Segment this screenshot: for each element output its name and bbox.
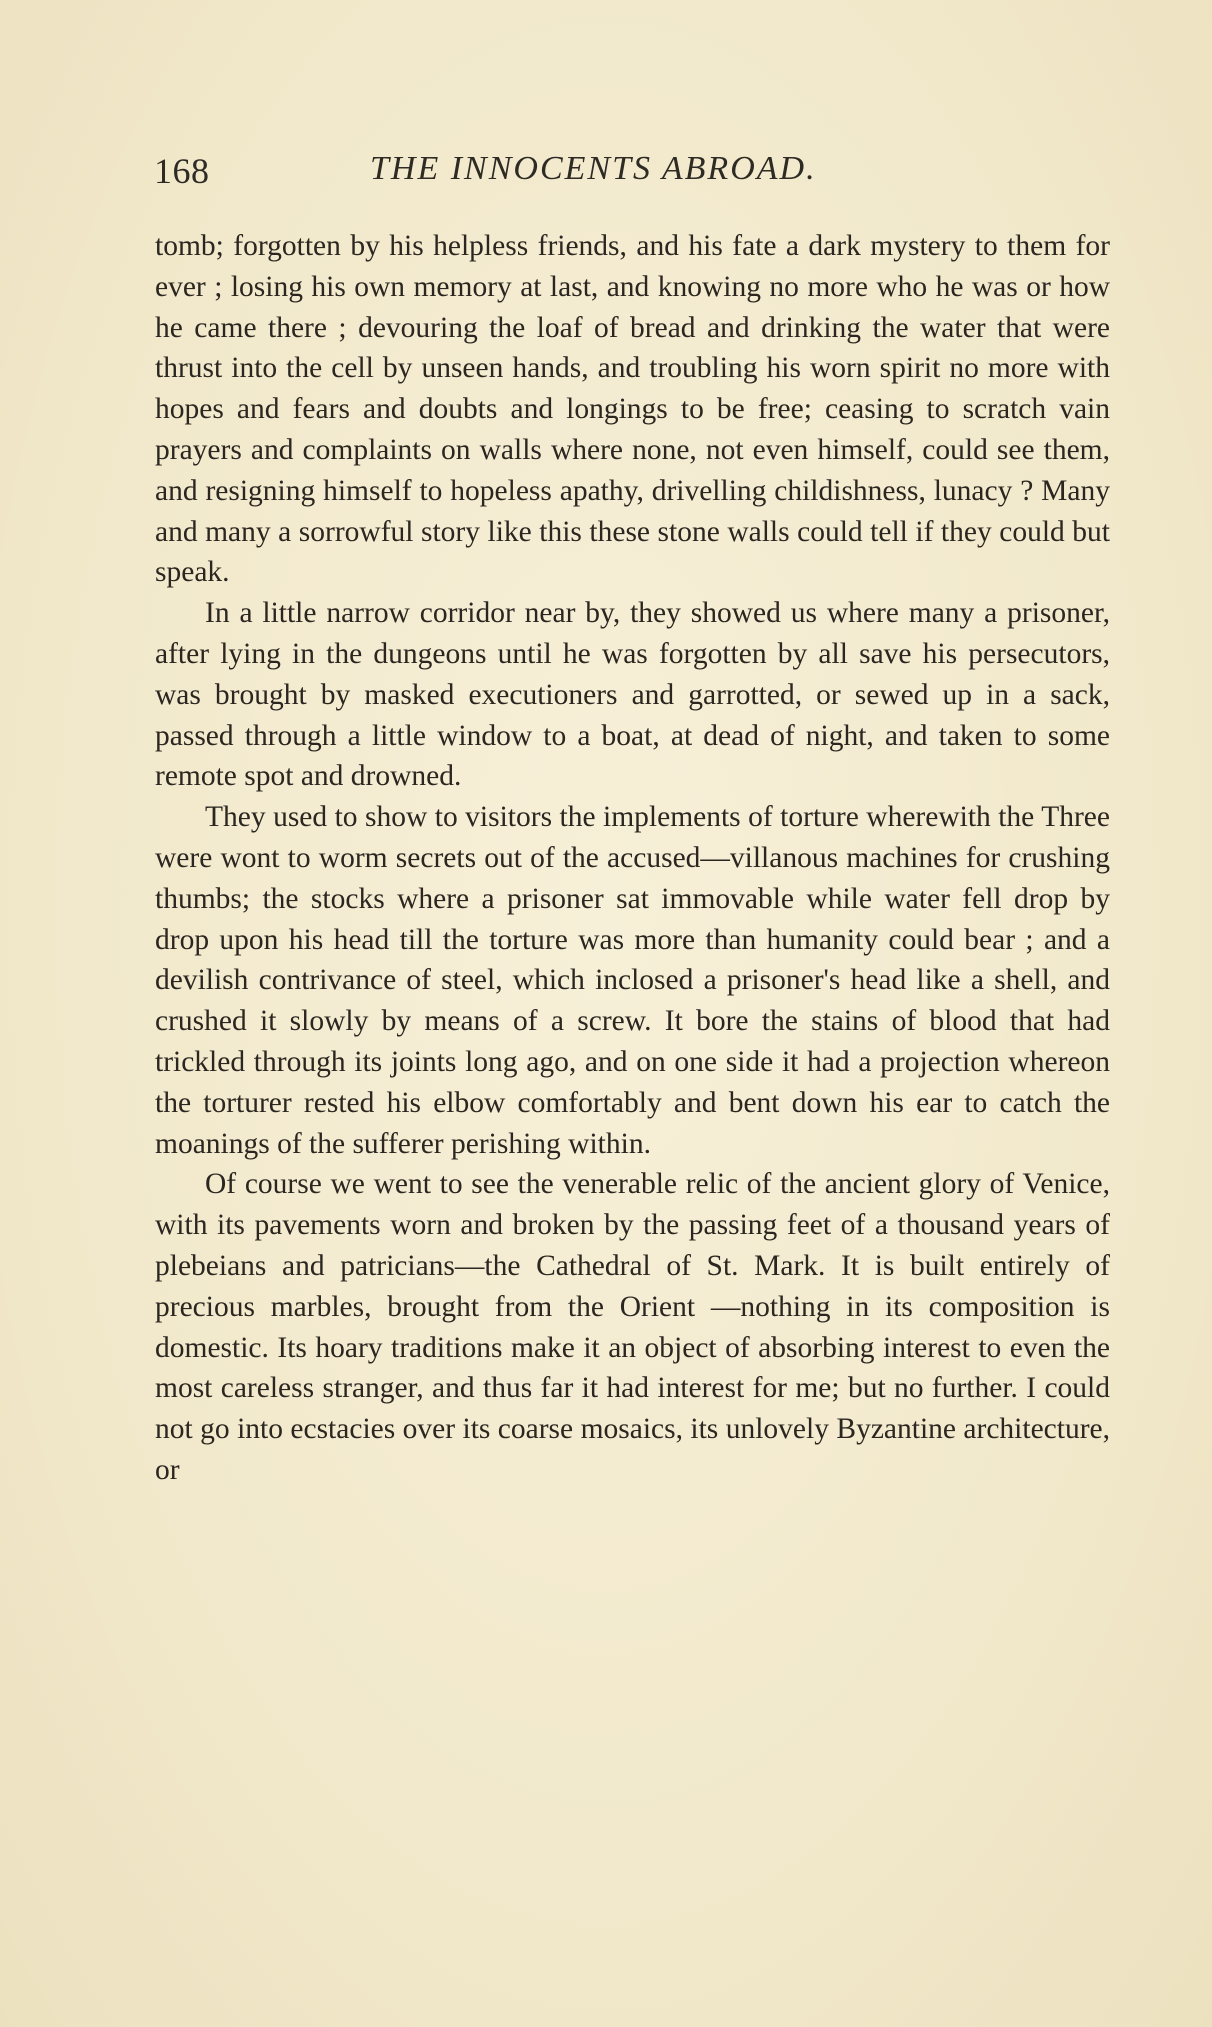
paragraph-continuation: tomb; forgotten by his helpless friends, and his fate a dark mystery to them for ever ; losing his own memory at last, and knowing no more who he was or how he came there ; devouring the loaf of bread and drinking the water that were thrust into the cell by unseen hands, and troubling his worn spirit no more with hopes and fears and doubts and longings to be free; ceasing to scratch vain prayers and complaints on walls where none, not even himself, could see them, and resigning himself to hopeless apathy, drivelling childishness, lunacy ? Many and many a sorrowful story like this these stone walls could tell if they could but speak. xyxy=(155,230,1110,589)
paragraph-cathedral: Of course we went to see the venerable relic of the ancient glory of Venice, with its pavements worn and broken by the passing feet of a thousand years of plebeians and patricians—the Cathedral of St. Mark. It is built entirely of precious marbles, brought from the Orient —nothing in its composition is domestic. Its hoary traditions make it an object of absorbing interest to even the most careless stranger, and thus far it had interest for me; but no further. I could not go into ecstacies over its coarse mosaics, its unlovely Byzantine architecture, or xyxy=(155,1168,1110,1486)
page-header xyxy=(150,150,1050,200)
running-title: THE INNOCENTS ABROAD. xyxy=(370,150,817,187)
page-number: 168 xyxy=(154,151,210,191)
body-text xyxy=(155,226,1110,1491)
paragraph-torture-implements: They used to show to visitors the implements of torture wherewith the Three were wont to worm secrets out of the accused—villanous machines for crushing thumbs; the stocks where a prisoner sat immovable while water fell drop by drop upon his head till the torture was more than humanity could bear ; and a devilish contrivance of steel, which inclosed a prisoner's head like a shell, and crushed it slowly by means of a screw. It bore the stains of blood that had trickled through its joints long ago, and on one side it had a projection whereon the torturer rested his elbow comfortably and bent down his ear to catch the moanings of the sufferer perishing within. xyxy=(155,801,1110,1160)
paragraph-corridor: In a little narrow corridor near by, they showed us where many a prisoner, after lying in the dungeons until he was forgotten by all save his persecutors, was brought by masked executioners and garrotted, or sewed up in a sack, passed through a little window to a boat, at dead of night, and taken to some remote spot and drowned. xyxy=(155,597,1110,793)
